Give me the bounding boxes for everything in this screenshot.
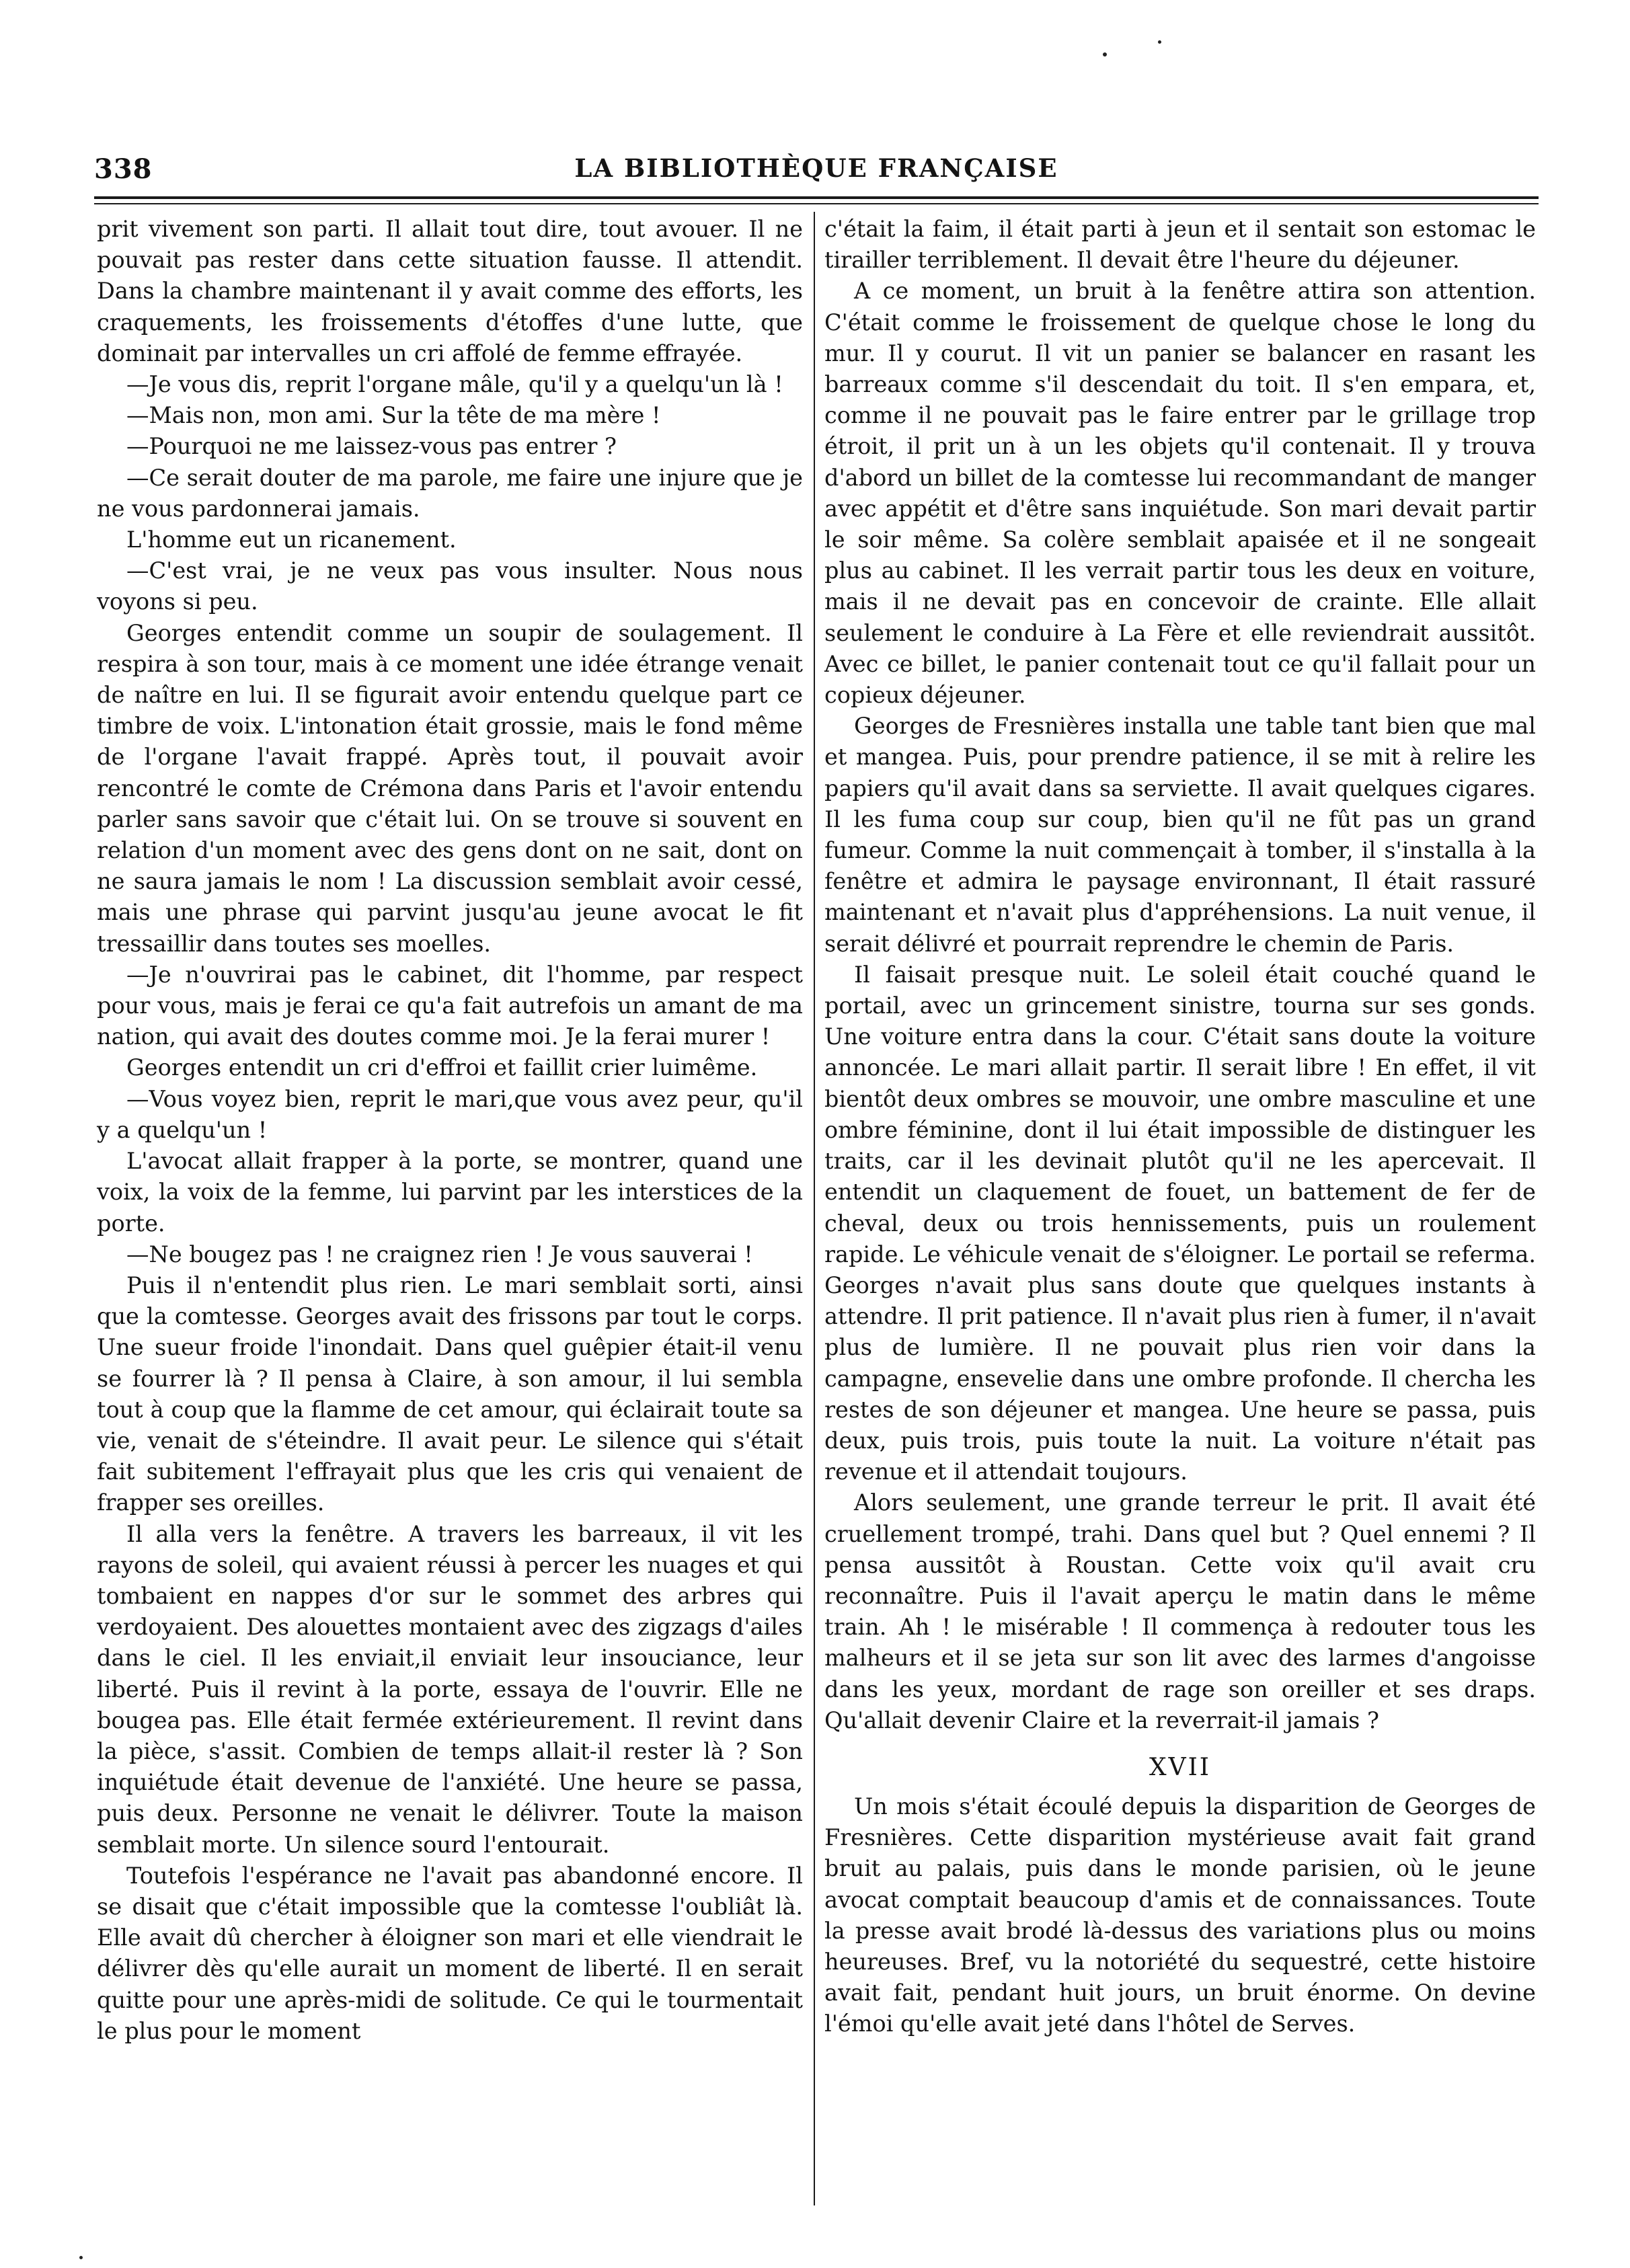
left-column — [97, 214, 803, 2047]
page-header — [94, 153, 1539, 194]
paragraph: —C'est vrai, je ne veux pas vous insulter. Nous nous voyons si peu. — [97, 557, 803, 615]
paragraph: Puis il n'entendit plus rien. Le mari semblait sorti, ainsi que la comtesse. Georges avait des frissons par tout le corps. Une sueur froide l'inondait. Dans quel guêpier était-il venu se fourrer là ? Il pensa à Claire, à son amour, il lui sembla tout à coup que la flamme de cet amour, qui éclairait toute sa vie, venait de s'éteindre. Il avait peur. Le silence qui s'était fait subitement l'effrayait plus que les cris qui venaient de frapper ses oreilles. — [97, 1272, 803, 1516]
paragraph: Un mois s'était écoulé depuis la disparition de Georges de Fresnières. Cette disparition mystérieuse avait fait grand bruit au palais, puis dans le monde parisien, où le jeune avocat comptait beaucoup d'amis et de connaissances. Toute la presse avait brodé là-dessus des variations plus ou moins heureuses. Bref, vu la notoriété du sequestré, cette histoire avait fait, pendant huit jours, un bruit énorme. On devine l'émoi qu'elle avait jeté dans l'hôtel de Serves. — [824, 1793, 1536, 2037]
column-divider — [814, 212, 815, 2205]
paragraph: Toutefois l'espérance ne l'avait pas abandonné encore. Il se disait que c'était impossible que la comtesse l'oubliât là. Elle avait dû chercher à éloigner son mari et elle viendrait le délivrer dès qu'elle aurait un moment de liberté. Il en serait quitte pour une après-midi de solitude. Ce qui le tourmentait le plus pour le moment — [97, 1862, 803, 2044]
paragraph: —Pourquoi ne me laissez-vous pas entrer ? — [126, 433, 617, 460]
paragraph: —Mais non, mon ami. Sur la tête de ma mère ! — [126, 402, 661, 429]
running-title: LA BIBLIOTHÈQUE FRANÇAISE — [574, 153, 1058, 183]
ink-speck — [1103, 52, 1107, 56]
paragraph: Il faisait presque nuit. Le soleil était couché quand le portail, avec un grincement sinistre, tourna sur ses gonds. Une voiture entra dans la cour. C'était sans doute la voiture annoncée. Le mari allait partir. Il serait libre ! En effet, il vit bientôt deux ombres se mouvoir, une ombre masculine et une ombre féminine, dont il lui était impossible de distinguer les traits, car il les devinait plutôt qu'il ne les apercevait. Il entendit un claquement de fouet, un battement de fer de cheval, deux ou trois hennissements, puis un roulement rapide. Le véhicule venait de s'éloigner. Le portail se referma. Georges n'avait plus sans doute que quelques instants à attendre. Il prit patience. Il n'avait plus rien à fumer, il n'avait plus de lumière. Il ne pouvait plus rien voir dans la campagne, ensevelie dans une ombre profonde. Il chercha les restes de son déjeuner et mangea. Une heure se passa, puis deux, puis trois, puis toute la nuit. La voiture n'était pas revenue et il attendait toujours. — [824, 961, 1536, 1485]
ink-speck — [79, 2256, 83, 2259]
header-rule-thin — [94, 203, 1539, 204]
paragraph: —Ce serait douter de ma parole, me faire une injure que je ne vous pardonnerai jamais. — [97, 464, 803, 522]
chapter-heading: XVII — [1149, 1753, 1212, 1781]
page-number: 338 — [94, 153, 153, 185]
paragraph: —Vous voyez bien, reprit le mari,que vous avez peur, qu'il y a quelqu'un ! — [97, 1085, 803, 1143]
paragraph: —Je vous dis, reprit l'organe mâle, qu'il y a quelqu'un là ! — [126, 371, 783, 398]
right-column — [824, 214, 1536, 2040]
paragraph: —Ne bougez pas ! ne craignez rien ! Je vous sauverai ! — [126, 1241, 753, 1267]
paragraph: A ce moment, un bruit à la fenêtre attira son attention. C'était comme le froissement de quelque chose le long du mur. Il y courut. Il vit un panier se balancer en rasant les barreaux comme s'il descendait du toit. Il s'en empara, et, comme il ne pouvait pas le faire entrer par le grillage trop étroit, il prit un à un les objets qu'il contenait. Il y trouva d'abord un billet de la comtesse lui recommandant de manger avec appétit et d'être sans inquiétude. Son mari devait partir le soir même. Sa colère semblait apaisée et il ne songeait plus au cabinet. Il les verrait partir tous les deux en voiture, mais il ne devait pas en concevoir de crainte. Elle allait seulement le conduire à La Fère et elle reviendrait aussitôt. Avec ce billet, le panier contenait tout ce qu'il fallait pour un copieux déjeuner. — [824, 278, 1536, 709]
paragraph: Il alla vers la fenêtre. A travers les barreaux, il vit les rayons de soleil, qui avaient réussi à percer les nuages et qui tombaient en nappes d'or sur le sommet des arbres qui verdoyaient. Des alouettes montaient avec des zigzags d'ailes dans le ciel. Il les enviait,il enviait leur insouciance, leur liberté. Puis il revint à la porte, essaya de l'ouvrir. Elle ne bougea pas. Elle était fermée extérieurement. Il revint dans la pièce, s'assit. Combien de temps allait-il rester là ? Son inquiétude était devenue de l'anxiété. Une heure se passa, puis deux. Personne ne venait le délivrer. Toute la maison semblait morte. Un silence sourd l'entourait. — [97, 1520, 803, 1858]
paragraph: Georges entendit comme un soupir de soulagement. Il respira à son tour, mais à ce moment une idée étrange venait de naître en lui. Il se figurait avoir entendu quelque part ce timbre de voix. L'intonation était grossie, mais le fond même de l'organe l'avait frappé. Après tout, il pouvait avoir rencontré le comte de Crémona dans Paris et l'avoir entendu parler sans savoir que c'était lui. On se trouve si souvent en relation d'un moment avec des gens dont on ne sait, dont on ne saura jamais le nom ! La discussion semblait avoir cessé, mais une phrase qui parvint jusqu'au jeune avocat le fit tressaillir dans toutes ses moelles. — [97, 619, 803, 957]
paragraph: Georges entendit un cri d'effroi et faillit crier luimême. — [126, 1054, 758, 1081]
paragraph: L'homme eut un ricanement. — [126, 526, 457, 553]
ink-speck — [1158, 40, 1161, 44]
paragraph: Alors seulement, une grande terreur le prit. Il avait été cruellement trompé, trahi. Dans quel but ? Quel ennemi ? Il pensa aussitôt à Roustan. Cette voix qu'il avait cru reconnaître. Puis il l'avait aperçu le matin dans le même train. Ah ! le misérable ! Il commença à redouter tous les malheurs et il se jeta sur son lit avec des larmes d'angoisse dans les yeux, mordant de rage son oreiller et ses draps. Qu'allait devenir Claire et la reverrait-il jamais ? — [824, 1489, 1536, 1733]
paragraph: c'était la faim, il était parti à jeun et il sentait son estomac le tirailler terriblement. Il devait être l'heure du déjeuner. — [824, 216, 1536, 274]
header-rule — [94, 196, 1539, 199]
paragraph: prit vivement son parti. Il allait tout dire, tout avouer. Il ne pouvait pas rester dans cette situation fausse. Il attendit. Dans la chambre maintenant il y avait comme des efforts, les craquements, les froissements d'étoffes d'une lutte, que dominait par intervalles un cri affolé de femme effrayée. — [97, 216, 803, 366]
paragraph: —Je n'ouvrirai pas le cabinet, dit l'homme, par respect pour vous, mais je ferai ce qu'a fait autrefois un amant de ma nation, qui avait des doutes comme moi. Je la ferai murer ! — [97, 961, 803, 1050]
paragraph: Georges de Fresnières installa une table tant bien que mal et mangea. Puis, pour prendre patience, il se mit à relire les papiers qu'il avait dans sa serviette. Il avait quelques cigares. Il les fuma coup sur coup, bien qu'il ne fût pas un grand fumeur. Comme la nuit commençait à tomber, il s'installa à la fenêtre et admira le paysage environnant, Il était rassuré maintenant et n'avait plus d'appréhensions. La nuit venue, il serait délivré et pourrait reprendre le chemin de Paris. — [824, 713, 1536, 957]
paragraph: L'avocat allait frapper à la porte, se montrer, quand une voix, la voix de la femme, lui parvint par les interstices de la porte. — [97, 1148, 803, 1237]
